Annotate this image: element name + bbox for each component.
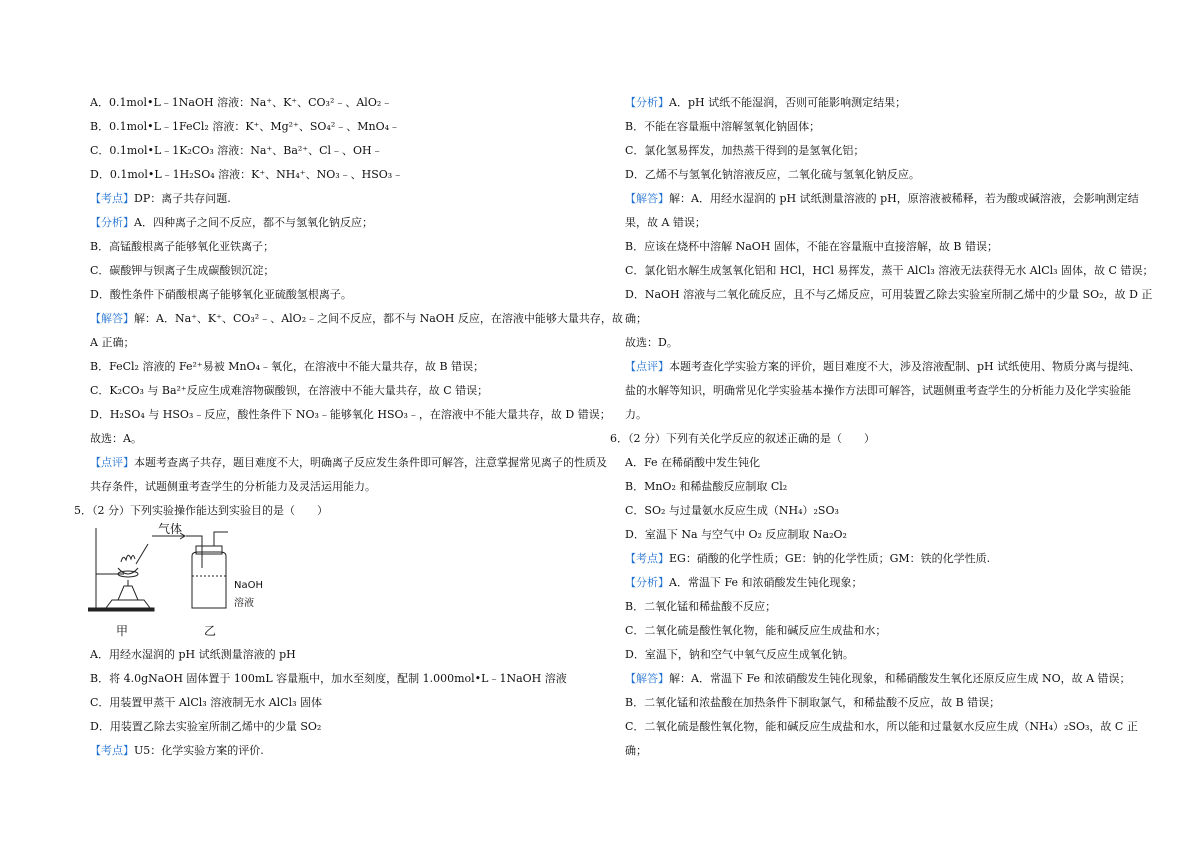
q5-fenxi-a bbox=[625, 96, 906, 110]
kaodian-text: EG：硝酸的化学性质；GE：钠的化学性质；GM：铁的化学性质. bbox=[669, 552, 991, 565]
q5-dianping-3: 力。 bbox=[625, 408, 647, 421]
question-5: 5．（2 分）下列实验操作能达到实验目的是（ ） bbox=[74, 504, 328, 517]
q5-fenxi-c: C．氯化氢易挥发，加热蒸干得到的是氢氧化铝； bbox=[625, 144, 865, 157]
naoh-label: NaOH bbox=[234, 580, 263, 591]
q4-jieda-a bbox=[90, 312, 623, 326]
q5-fenxi-d: D．乙烯不与氢氧化钠溶液反应，二氧化硫与氢氧化钠反应。 bbox=[625, 168, 920, 181]
q4-dianping-1 bbox=[90, 456, 607, 470]
kaodian-tag: 【考点】 bbox=[90, 744, 134, 757]
q6-kaodian bbox=[625, 552, 990, 566]
q6-option-b: B．MnO₂ 和稀盐酸反应制取 Cl₂ bbox=[625, 480, 788, 493]
q5-jieda-a2: 果，故 A 错误； bbox=[625, 216, 706, 229]
q5-jieda-a bbox=[625, 192, 1139, 206]
q4-jieda-d: D．H₂SO₄ 与 HSO₃﹣反应，酸性条件下 NO₃﹣能够氧化 HSO₃﹣，在溶液中不能大量共存，故 D 错误； bbox=[90, 408, 611, 421]
jieda-tag: 【解答】 bbox=[625, 672, 669, 685]
q5-option-d: D．用装置乙除去实验室所制乙烯中的少量 SO₂ bbox=[90, 720, 322, 733]
q6-jieda-a bbox=[625, 672, 1131, 686]
jieda-text: 解：A．Na⁺、K⁺、CO₃²﹣、AlO₂﹣之间不反应，都不与 NaOH 反应，在溶液中能够大量共存，故 bbox=[134, 312, 623, 325]
q6-option-d: D．室温下 Na 与空气中 O₂ 反应制取 Na₂O₂ bbox=[625, 528, 847, 541]
q5-answer: 故选：D。 bbox=[625, 336, 678, 349]
q4-dianping-2: 共存条件，试题侧重考查学生的分析能力及灵活运用能力。 bbox=[90, 480, 376, 493]
q4-jieda-a2: A 正确； bbox=[90, 336, 135, 349]
q5-jieda-d: D．NaOH 溶液与二氧化硫反应，且不与乙烯反应，可用装置乙除去实验室所制乙烯中的少量 SO₂，故 D 正 bbox=[625, 288, 1153, 301]
fenxi-tag: 【分析】 bbox=[625, 96, 669, 109]
question-6: 6．（2 分）下列有关化学反应的叙述正确的是（ ） bbox=[610, 432, 875, 445]
jieda-tag: 【解答】 bbox=[90, 312, 134, 325]
q6-option-a: A．Fe 在稀硝酸中发生钝化 bbox=[625, 456, 760, 469]
q4-fenxi-b: B．高锰酸根离子能够氧化亚铁离子； bbox=[90, 240, 275, 253]
q6-fenxi-b: B．二氧化锰和稀盐酸不反应； bbox=[625, 600, 777, 613]
q4-fenxi-d: D．酸性条件下硝酸根离子能够氧化亚硫酸氢根离子。 bbox=[90, 288, 352, 301]
q5-jieda-c: C．氯化铝水解生成氢氧化铝和 HCl，HCl 易挥发，蒸干 AlCl₃ 溶液无法获得无水 AlCl₃ 固体，故 C 错误； bbox=[625, 264, 1154, 277]
q5-jieda-b: B．应该在烧杯中溶解 NaOH 固体，不能在容量瓶中直接溶解，故 B 错误； bbox=[625, 240, 998, 253]
q4-fenxi-c: C．碳酸钾与钡离子生成碳酸钡沉淀； bbox=[90, 264, 275, 277]
q4-jieda-b: B．FeCl₂ 溶液的 Fe²⁺易被 MnO₄﹣氧化，在溶液中不能大量共存，故 B 错误； bbox=[90, 360, 485, 373]
q6-jieda-c2: 确； bbox=[625, 744, 647, 757]
q4-option-d: D．0.1mol•L﹣1H₂SO₄ 溶液：K⁺、NH₄⁺、NO₃﹣、HSO₃﹣ bbox=[90, 168, 404, 181]
q4-answer: 故选：A。 bbox=[90, 432, 142, 445]
q5-option-c: C．用装置甲蒸干 AlCl₃ 溶液制无水 AlCl₃ 固体 bbox=[90, 696, 323, 709]
jieda-text: 解：A．用经水湿润的 pH 试纸测量溶液的 pH，原溶液被稀释，若为酸或碱溶液，会影响测定结 bbox=[669, 192, 1139, 205]
q6-fenxi-d: D．室温下，钠和空气中氧气反应生成氧化钠。 bbox=[625, 648, 854, 661]
q5-dianping-1 bbox=[625, 360, 1140, 374]
solution-label: 溶液 bbox=[234, 598, 254, 609]
kaodian-text: DP：离子共存问题. bbox=[134, 192, 231, 205]
jieda-tag: 【解答】 bbox=[625, 192, 669, 205]
apparatus-figure bbox=[88, 522, 288, 640]
fenxi-tag: 【分析】 bbox=[625, 576, 669, 589]
apparatus-jia-label: 甲 bbox=[116, 624, 129, 638]
dianping-tag: 【点评】 bbox=[625, 360, 669, 373]
kaodian-tag: 【考点】 bbox=[625, 552, 669, 565]
q6-jieda-b: B．二氧化锰和浓盐酸在加热条件下制取氯气，和稀盐酸不反应，故 B 错误； bbox=[625, 696, 1001, 709]
q4-option-a: A．0.1mol•L﹣1NaOH 溶液：Na⁺、K⁺、CO₃²﹣、AlO₂﹣ bbox=[90, 96, 393, 109]
jieda-text: 解：A．常温下 Fe 和浓硝酸发生钝化现象，和稀硝酸发生氧化还原反应生成 NO，故 A 错误； bbox=[669, 672, 1131, 685]
kaodian-text: U5：化学实验方案的评价. bbox=[134, 744, 264, 757]
fenxi-tag: 【分析】 bbox=[90, 216, 134, 229]
q5-option-b: B．将 4.0gNaOH 固体置于 100mL 容量瓶中，加水至刻度，配制 1.000mol•L﹣1NaOH 溶液 bbox=[90, 672, 567, 685]
q5-option-a: A．用经水湿润的 pH 试纸测量溶液的 pH bbox=[90, 648, 296, 661]
q6-fenxi-a bbox=[625, 576, 862, 590]
q4-option-c: C．0.1mol•L﹣1K₂CO₃ 溶液：Na⁺、Ba²⁺、Cl﹣、OH﹣ bbox=[90, 144, 383, 157]
dianping-text: 本题考查离子共存，题目难度不大，明确离子反应发生条件即可解答，注意掌握常见离子的性质及 bbox=[134, 456, 607, 469]
q5-kaodian bbox=[90, 744, 264, 758]
fenxi-text: A．常温下 Fe 和浓硝酸发生钝化现象； bbox=[669, 576, 863, 589]
q6-jieda-c1: C．二氧化硫是酸性氧化物，能和碱反应生成盐和水，所以能和过量氨水反应生成（NH₄）₂SO₃，故 C 正 bbox=[625, 720, 1138, 733]
q4-jieda-c: C．K₂CO₃ 与 Ba²⁺反应生成难溶物碳酸钡，在溶液中不能大量共存，故 C 错误； bbox=[90, 384, 489, 397]
fenxi-text: A．pH 试纸不能湿润，否则可能影响测定结果； bbox=[669, 96, 907, 109]
q6-option-c: C．SO₂ 与过量氨水反应生成（NH₄）₂SO₃ bbox=[625, 504, 839, 517]
apparatus-yi-label: 乙 bbox=[204, 624, 217, 638]
q5-fenxi-b: B．不能在容量瓶中溶解氢氧化钠固体； bbox=[625, 120, 821, 133]
q6-fenxi-c: C．二氧化硫是酸性氧化物，能和碱反应生成盐和水； bbox=[625, 624, 887, 637]
dianping-text: 本题考查化学实验方案的评价，题目难度不大，涉及溶液配制、pH 试纸使用、物质分离与提纯、 bbox=[669, 360, 1141, 373]
q5-dianping-2: 盐的水解等知识，明确常见化学实验基本操作方法即可解答，试题侧重考查学生的分析能力及化学实验能 bbox=[625, 384, 1131, 397]
q4-kaodian bbox=[90, 192, 231, 206]
q4-option-b: B．0.1mol•L﹣1FeCl₂ 溶液：K⁺、Mg²⁺、SO₄²﹣、MnO₄﹣ bbox=[90, 120, 401, 133]
fenxi-text: A．四种离子之间不反应，都不与氢氧化钠反应； bbox=[134, 216, 373, 229]
q4-fenxi-a bbox=[90, 216, 373, 230]
kaodian-tag: 【考点】 bbox=[90, 192, 134, 205]
gas-label: 气体 bbox=[158, 522, 183, 536]
dianping-tag: 【点评】 bbox=[90, 456, 134, 469]
q5-jieda-d2: 确； bbox=[625, 312, 647, 325]
